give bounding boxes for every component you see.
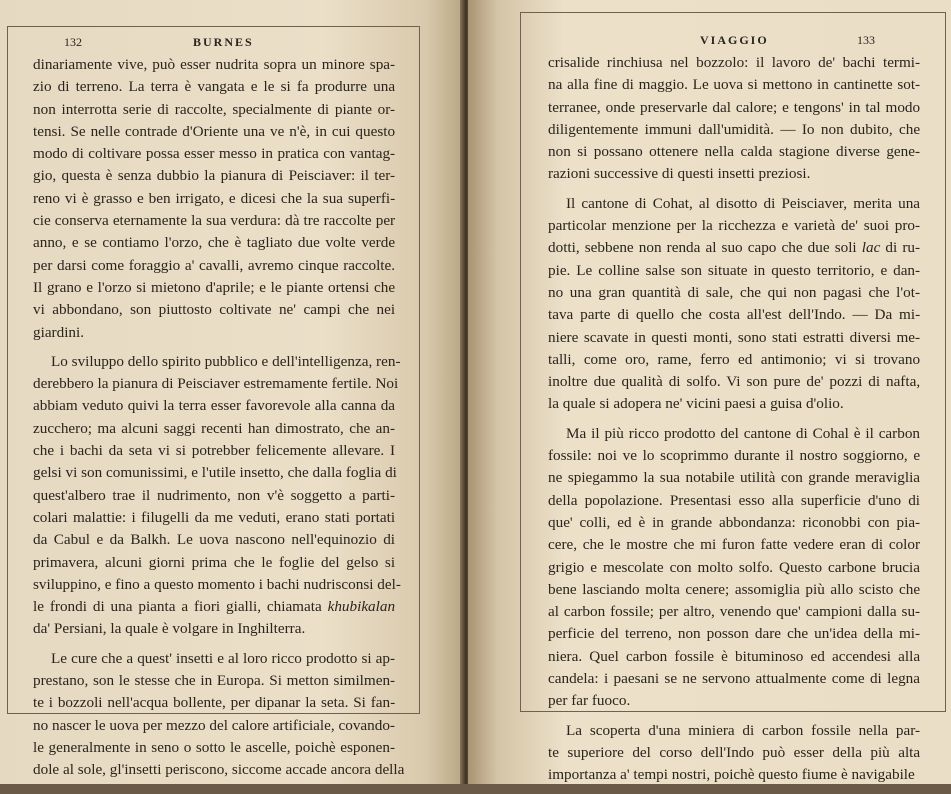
left-text-line: derebbero la pianura di Peisciaver estremamente fertile. Noi [33,375,399,393]
right-text-line: crisalide rinchiusa nel bozzolo: il lavoro de' bachi termi- [548,54,921,71]
right-text-line: candela: i paesani se ne servono attualmente come di legna [548,670,921,688]
left-text-line: zucchero; ma alcuni saggi recenti han dimostrato, che an- [33,419,396,437]
left-text-line: primavera, alcuni giorni prima che le foglie del gelso si [33,553,396,571]
right-text-line: inoltre due qualità di solfo. Vi son pure de' pozzi di nafta, [548,373,921,391]
right-text-line: que' colli, ed è in grande abbondanza: riconobbi con pia- [548,513,921,531]
right-text-line: Il cantone di Cohat, al disotto di Peisciaver, merita una [566,194,921,212]
right-text-line: della popolazione. Presentasi esso alla superficie d'uno di [548,491,921,509]
left-text-line: Il grano e l'orzo si mietono d'aprile; e le piante ortensi che [33,278,396,296]
left-text-line: dole al sole, gl'insetti periscono, siccome accade ancora della [33,761,405,779]
right-text-line: perficie del terreno, non posson dare che un'idea della mi- [548,625,921,643]
left-text-line: per darsi come foraggio a' cavalli, avremo cinque raccolte. [33,256,396,274]
left-text-line: gio, questa è senza dubbio la pianura di Peisciaver: il ter- [33,167,396,185]
right-paragraph [548,193,920,416]
right-page [468,0,951,784]
left-text-line: quest'albero trae il nudrimento, non v'è soggetto a parti- [33,486,396,504]
right-text-line: la quale si adopera ne' vicini paesi a guisa d'olio. [548,395,844,413]
left-text-line: vi abbondano, son piuttosto coltivate ne' campi che nei [33,301,396,319]
left-text-line: non interrotta serie di raccolte, specialmente di piante or- [33,100,396,118]
left-running-head: BURNES [193,35,254,49]
left-text-line: tensi. Se nelle contrade d'Oriente una ve n'è, in cui questo [33,122,396,140]
left-text-line: le generalmente in seno o sotto le ascelle, poichè esponen- [33,738,396,756]
right-text-line: Ma il più ricco prodotto del cantone di Cohal è il carbon [566,424,921,442]
right-text-line: no una gran quantità di sale, che qui non pagasi che l'ot- [548,283,920,301]
left-text-line: no nascer le uova per mezzo del calore artificiale, covando- [33,716,395,734]
right-text-line: importanza a' tempi nostri, poichè questo fiume è navigabile [548,766,915,784]
left-text-line: prestano, son le stesse che in Europa. Si metton similmen- [33,672,396,690]
right-text-line: per far fuoco. [548,692,631,710]
left-text-line: Lo sviluppo dello spirito pubblico e dell'intelligenza, ren- [51,352,401,370]
left-text-line: te i bozzoli nell'acqua bollente, per dipanar la seta. Si fan- [33,694,396,712]
right-text-line: al carbon fossile; per altro, venendo que' campioni dalla su- [548,603,921,621]
right-text-line: niera. Quel carbon fossile è bituminoso ed accendesi alla [548,647,921,665]
right-running-head: VIAGGIO [700,33,769,47]
left-text-line: modo di coltivare possa esser messo in pratica con vantag- [33,145,396,163]
left-page-text [33,54,405,789]
left-text-line: colari malattie: i filugelli da me veduti, erano stati portati [33,508,396,526]
right-text-line: tava parte di quello che costa all'est dell'Indo. — Da mi- [548,306,921,324]
right-paragraph [548,52,920,186]
right-text-line: cere, che le mostre che mi furon fatte vedere eran di color [548,536,921,554]
right-text-line: te superiore del corso dell'Indo può esser della più alta [548,743,921,761]
right-paragraph [548,720,920,787]
right-text-line: non si possano ottenere nella calda stagione diverse gene- [548,143,921,161]
right-text-line: particolar menzione per la ricchezza e varietà de' suoi pro- [548,217,921,235]
right-text-line: na alla fine di maggio. Le uova si mettono in cantinette sot- [548,76,921,94]
left-text-line: cie conserva eternamente la sua verdura: dà tre raccolte per [33,212,396,230]
left-text-line: da Cabul e da Balkh. Le uova nascono nell'equinozio di [33,531,396,549]
left-paragraph [33,351,401,641]
right-text-line: diligentemente immuni dall'umidità. — Io non dubito, che [548,120,921,138]
left-paragraph [33,648,405,782]
right-text-line: bene lasciando molta cenere; assomiglia più allo scisto che [548,580,921,598]
left-text-line: dinariamente vive, può esser nudrita sopra un minore spa- [33,56,396,73]
left-text-line: giardini. [33,323,85,341]
right-text-line: niere scavate in questi monti, sono stati estratti diversi me- [548,328,921,346]
left-text-line: Le cure che a quest' insetti e al loro ricco prodotto si ap- [51,649,396,667]
left-text-line: abbiam veduto quivi la terra esser favorevole alla canna da [33,397,396,415]
right-text-line: dotti, sebbene non renda al suo capo che due soli lac di ru- [548,239,921,257]
left-page [0,0,463,784]
right-text-line: La scoperta d'una miniera di carbon fossile nella par- [566,721,921,739]
right-text-line: talli, come oro, rame, ferro ed antimonio; vi si trovano [548,350,921,368]
right-text-line: ne spiegammo la sua notabile utilità con grande meraviglia [548,469,921,487]
right-page-number: 133 [857,33,875,47]
left-text-line: zio di terreno. La terra è vangata e le si fa produrre una [33,78,396,96]
left-text-line: sviluppino, e fino a questo momento i bachi nudrisconsi del- [33,575,401,593]
right-text-line: pie. Le colline salse son situate in questo territorio, e dan- [548,261,921,279]
right-page-text [548,52,920,794]
right-text-line: terranee, onde preservarle dal calore; e tengons' in tal modo [548,98,921,116]
left-page-number: 132 [64,35,82,49]
left-text-line: da' Persiani, la quale è volgare in Inghilterra. [33,620,306,638]
left-text-line: gelsi vi son comunissimi, e l'utile insetto, che dalla foglia di [33,464,397,482]
left-text-line: anno, e se contiamo l'orzo, che è tagliato due volte verde [33,234,396,252]
right-text-line: razioni successive di questi insetti preziosi. [548,165,811,183]
right-text-line: grigio e mescolate con molto solfo. Questo carbone brucia [548,558,920,576]
left-text-line: le frondi di una pianta a fiori gialli, chiamata khubikalan [33,598,396,616]
left-text-line: reno vi è grasso e ben irrigato, e dicesi che la sua superfi- [33,189,396,207]
left-paragraph [33,54,395,344]
right-text-line: fossile: noi ve lo scoprimmo durante il nostro soggiorno, e [548,447,921,465]
right-paragraph [548,423,920,713]
left-text-line: che i bachi da seta vi si potrebber felicemente allevare. I [33,442,396,460]
